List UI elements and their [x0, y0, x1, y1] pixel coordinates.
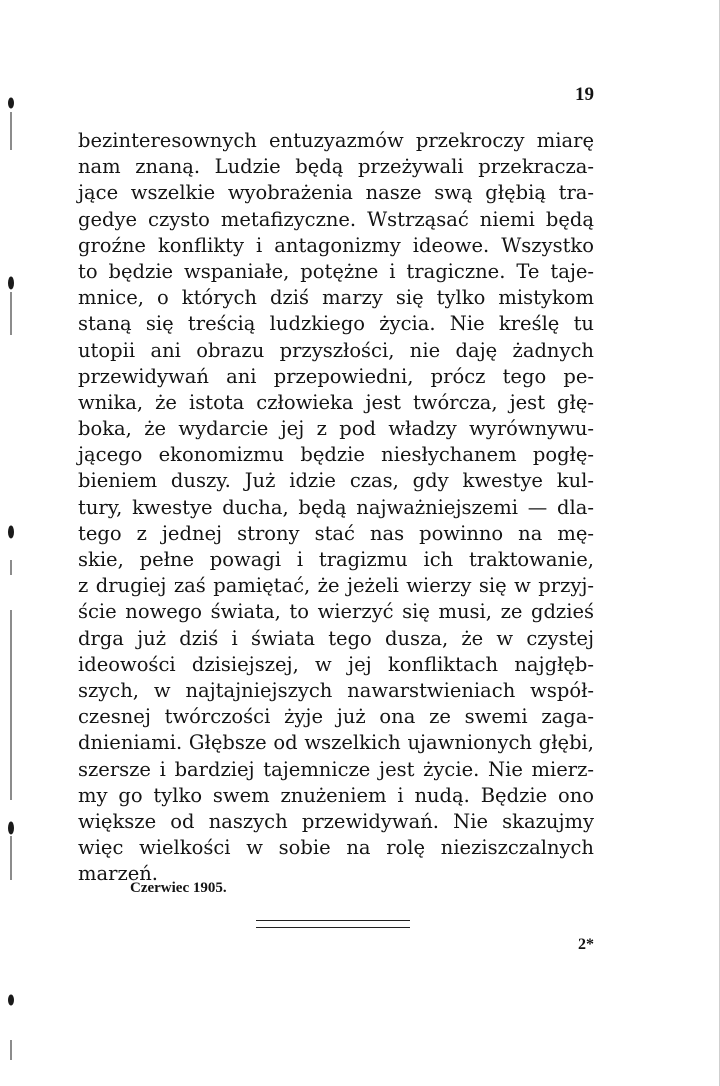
text-line: wnika, że istota człowieka jest twórcza, jest głę- — [78, 390, 594, 414]
end-double-rule — [256, 920, 410, 928]
text-line: bieniem duszy. Już idzie czas, gdy kwestye kul- — [78, 469, 594, 493]
text-line: staną się treścią ludzkiego życia. Nie kreślę tu — [78, 312, 594, 336]
text-line: utopii ani obrazu przyszłości, nie daję żadnych — [78, 338, 594, 362]
text-line: drga już dziś i świata tego dusza, że w czystej — [78, 626, 594, 650]
text-line: my go tylko swem znużeniem i nudą. Będzie ono — [78, 783, 594, 807]
text-line: mnice, o których dziś marzy się tylko mistykom — [78, 286, 594, 310]
text-line: jącego ekonomizmu będzie niesłychanem pogłę- — [78, 443, 594, 467]
binding-edge-marks — [4, 0, 20, 1086]
text-line: ście nowego świata, to wierzyć się musi, ze gdzieś — [78, 600, 594, 624]
text-line: bezinteresownych entuzyazmów przekroczy miarę — [78, 129, 594, 152]
text-line: czesnej twórczości żyje już ona ze swemi zaga- — [78, 705, 594, 729]
text-line: większe od naszych przewidywań. Nie skazujmy — [78, 809, 594, 833]
text-line: tury, kwestye ducha, będą najważniejszemi — dla- — [78, 495, 594, 519]
text-line: więc wielkości w sobie na rolę nieziszczalnych — [78, 836, 594, 860]
text-line: przewidywań ani przepowiedni, prócz tego pe- — [78, 364, 594, 388]
date-signature: Czerwiec 1905. — [130, 880, 227, 896]
page-number: 19 — [575, 84, 594, 105]
text-line: nam znaną. Ludzie będą przeżywali przekracza- — [78, 155, 594, 179]
text-line: skie, pełne powagi i tragizmu ich traktowanie, — [78, 548, 594, 571]
text-line-last: marzeń. — [78, 862, 159, 886]
text-line: tego z jednej strony stać nas powinno na mę- — [78, 521, 594, 545]
text-line: szersze i bardziej tajemnicze jest życie. Nie mierz- — [78, 757, 594, 781]
text-line: jące wszelkie wyobrażenia nasze swą głębią tra- — [78, 181, 594, 205]
text-line: to będzie wspaniałe, potężne i tragiczne. Te taje- — [78, 259, 594, 283]
text-line: gedye czysto metafizyczne. Wstrząsać niemi będą — [78, 207, 594, 231]
text-line: dnieniami. Głębsze od wszelkich ujawnionych głębi, — [78, 731, 594, 755]
text-line: szych, w najtajniejszych nawarstwieniach współ- — [78, 678, 594, 702]
text-line: z drugiej zaś pamiętać, że jeżeli wierzy się w przyj- — [78, 574, 594, 598]
text-line: ideowości dzisiejszej, w jej konfliktach najgłęb- — [78, 652, 594, 676]
text-line: boka, że wydarcie jej z pod władzy wyrównywu- — [78, 417, 594, 441]
text-line: groźne konflikty i antagonizmy ideowe. Wszystko — [78, 233, 594, 257]
body-text — [78, 128, 594, 887]
printer-signature-mark: 2* — [578, 936, 594, 953]
